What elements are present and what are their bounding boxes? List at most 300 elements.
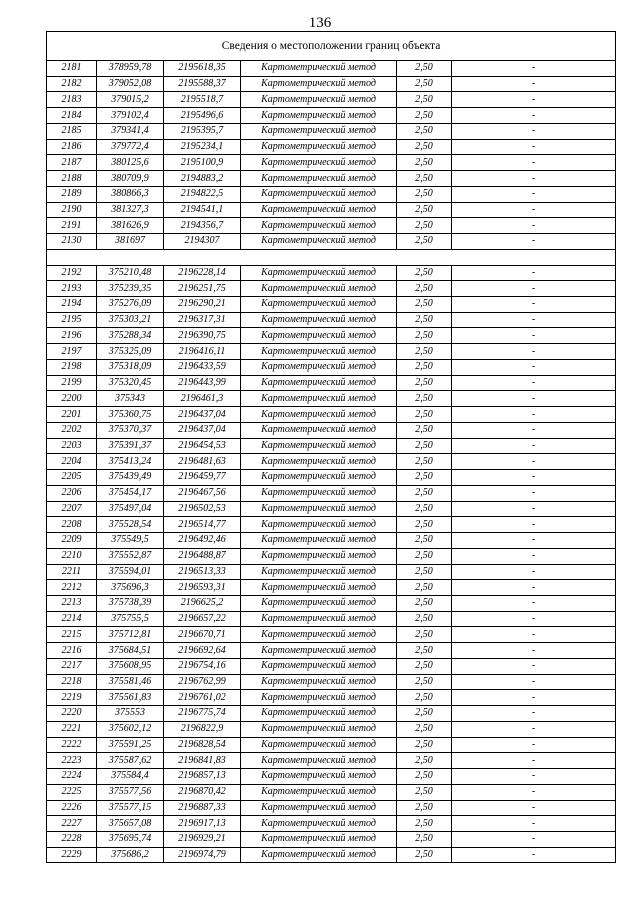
x-coordinate-cell: 380866,3 [97,186,164,202]
y-coordinate-cell: 2196657,22 [164,611,241,627]
y-coordinate-cell: 2196481,63 [164,454,241,470]
accuracy-cell: 2,50 [397,108,452,124]
table-row [47,674,616,690]
x-coordinate-cell: 378959,78 [97,61,164,77]
accuracy-cell: 2,50 [397,690,452,706]
x-coordinate-cell: 375552,87 [97,548,164,564]
method-cell: Картометрический метод [241,186,397,202]
table-row [47,108,616,124]
accuracy-cell: 2,50 [397,470,452,486]
y-coordinate-cell: 2196467,56 [164,485,241,501]
table-row [47,501,616,517]
x-coordinate-cell: 375239,35 [97,281,164,297]
description-cell: - [452,611,616,627]
table-row [47,611,616,627]
point-number-cell: 2188 [47,171,97,187]
x-coordinate-cell: 375695,74 [97,831,164,847]
table-title: Сведения о местоположении границ объекта [47,32,616,61]
description-cell: - [452,281,616,297]
description-cell: - [452,674,616,690]
table-row [47,564,616,580]
table-row [47,61,616,77]
description-cell: - [452,375,616,391]
point-number-cell: 2190 [47,202,97,218]
y-coordinate-cell: 2196593,31 [164,580,241,596]
x-coordinate-cell: 379015,2 [97,92,164,108]
accuracy-cell: 2,50 [397,627,452,643]
description-cell: - [452,643,616,659]
method-cell: Картометрический метод [241,501,397,517]
x-coordinate-cell: 375413,24 [97,454,164,470]
accuracy-cell: 2,50 [397,375,452,391]
y-coordinate-cell: 2196974,79 [164,847,241,863]
y-coordinate-cell: 2196317,31 [164,312,241,328]
point-number-cell: 2208 [47,517,97,533]
method-cell: Картометрический метод [241,847,397,863]
point-number-cell: 2202 [47,422,97,438]
x-coordinate-cell: 375360,75 [97,407,164,423]
description-cell: - [452,769,616,785]
description-cell: - [452,438,616,454]
description-cell: - [452,344,616,360]
x-coordinate-cell: 375584,4 [97,769,164,785]
x-coordinate-cell: 379341,4 [97,123,164,139]
point-number-cell: 2185 [47,123,97,139]
x-coordinate-cell: 380125,6 [97,155,164,171]
page-number: 136 [308,15,332,31]
point-number-cell: 2181 [47,61,97,77]
method-cell: Картометрический метод [241,202,397,218]
method-cell: Картометрический метод [241,737,397,753]
x-coordinate-cell: 375755,5 [97,611,164,627]
y-coordinate-cell: 2196775,74 [164,706,241,722]
point-number-cell: 2209 [47,533,97,549]
y-coordinate-cell: 2196822,9 [164,721,241,737]
method-cell: Картометрический метод [241,76,397,92]
method-cell: Картометрический метод [241,721,397,737]
y-coordinate-cell: 2196513,33 [164,564,241,580]
x-coordinate-cell: 381697 [97,234,164,250]
table-row [47,721,616,737]
accuracy-cell: 2,50 [397,800,452,816]
point-number-cell: 2201 [47,407,97,423]
table-row [47,359,616,375]
accuracy-cell: 2,50 [397,737,452,753]
accuracy-cell: 2,50 [397,548,452,564]
method-cell: Картометрический метод [241,297,397,313]
table-row [47,627,616,643]
x-coordinate-cell: 375343 [97,391,164,407]
point-number-cell: 2130 [47,234,97,250]
table-row [47,312,616,328]
description-cell: - [452,737,616,753]
x-coordinate-cell: 375738,39 [97,595,164,611]
method-cell: Картометрический метод [241,643,397,659]
y-coordinate-cell: 2196228,14 [164,265,241,281]
point-number-cell: 2227 [47,816,97,832]
table-row [47,658,616,674]
description-cell: - [452,595,616,611]
table-row [47,470,616,486]
accuracy-cell: 2,50 [397,816,452,832]
table-row [47,155,616,171]
table-row [47,831,616,847]
point-number-cell: 2183 [47,92,97,108]
accuracy-cell: 2,50 [397,753,452,769]
y-coordinate-cell: 2194541,1 [164,202,241,218]
point-number-cell: 2215 [47,627,97,643]
method-cell: Картометрический метод [241,422,397,438]
accuracy-cell: 2,50 [397,847,452,863]
table-row [47,218,616,234]
y-coordinate-cell: 2196437,04 [164,422,241,438]
table-row [47,171,616,187]
accuracy-cell: 2,50 [397,674,452,690]
point-number-cell: 2210 [47,548,97,564]
description-cell: - [452,627,616,643]
table-row [47,533,616,549]
accuracy-cell: 2,50 [397,422,452,438]
y-coordinate-cell: 2196443,99 [164,375,241,391]
x-coordinate-cell: 375303,21 [97,312,164,328]
description-cell: - [452,171,616,187]
table-row [47,753,616,769]
method-cell: Картометрический метод [241,533,397,549]
table-row [47,344,616,360]
accuracy-cell: 2,50 [397,438,452,454]
method-cell: Картометрический метод [241,674,397,690]
method-cell: Картометрический метод [241,564,397,580]
x-coordinate-cell: 375686,2 [97,847,164,863]
method-cell: Картометрический метод [241,391,397,407]
point-number-cell: 2225 [47,784,97,800]
method-cell: Картометрический метод [241,454,397,470]
accuracy-cell: 2,50 [397,155,452,171]
method-cell: Картометрический метод [241,690,397,706]
accuracy-cell: 2,50 [397,218,452,234]
x-coordinate-cell: 375591,25 [97,737,164,753]
accuracy-cell: 2,50 [397,501,452,517]
description-cell: - [452,753,616,769]
description-cell: - [452,297,616,313]
accuracy-cell: 2,50 [397,312,452,328]
description-cell: - [452,721,616,737]
point-number-cell: 2223 [47,753,97,769]
x-coordinate-cell: 375370,37 [97,422,164,438]
point-number-cell: 2204 [47,454,97,470]
method-cell: Картометрический метод [241,265,397,281]
description-cell: - [452,265,616,281]
y-coordinate-cell: 2194883,2 [164,171,241,187]
description-cell: - [452,76,616,92]
method-cell: Картометрический метод [241,61,397,77]
point-number-cell: 2220 [47,706,97,722]
y-coordinate-cell: 2195100,9 [164,155,241,171]
x-coordinate-cell: 379772,4 [97,139,164,155]
description-cell: - [452,517,616,533]
x-coordinate-cell: 381327,3 [97,202,164,218]
x-coordinate-cell: 375528,54 [97,517,164,533]
y-coordinate-cell: 2195588,37 [164,76,241,92]
accuracy-cell: 2,50 [397,265,452,281]
point-number-cell: 2186 [47,139,97,155]
point-number-cell: 2206 [47,485,97,501]
point-number-cell: 2195 [47,312,97,328]
table-row [47,407,616,423]
accuracy-cell: 2,50 [397,297,452,313]
x-coordinate-cell: 375549,5 [97,533,164,549]
x-coordinate-cell: 375712,81 [97,627,164,643]
description-cell: - [452,108,616,124]
method-cell: Картометрический метод [241,706,397,722]
accuracy-cell: 2,50 [397,611,452,627]
x-coordinate-cell: 375454,17 [97,485,164,501]
accuracy-cell: 2,50 [397,706,452,722]
accuracy-cell: 2,50 [397,595,452,611]
accuracy-cell: 2,50 [397,454,452,470]
method-cell: Картометрический метод [241,470,397,486]
method-cell: Картометрический метод [241,171,397,187]
table-row [47,234,616,250]
method-cell: Картометрический метод [241,234,397,250]
x-coordinate-cell: 379052,08 [97,76,164,92]
method-cell: Картометрический метод [241,627,397,643]
x-coordinate-cell: 375657,08 [97,816,164,832]
y-coordinate-cell: 2196290,21 [164,297,241,313]
table-row [47,454,616,470]
description-cell: - [452,501,616,517]
y-coordinate-cell: 2195234,1 [164,139,241,155]
table-row [47,769,616,785]
accuracy-cell: 2,50 [397,643,452,659]
point-number-cell: 2189 [47,186,97,202]
y-coordinate-cell: 2196841,83 [164,753,241,769]
accuracy-cell: 2,50 [397,831,452,847]
y-coordinate-cell: 2196754,16 [164,658,241,674]
table-row [47,485,616,501]
method-cell: Картометрический метод [241,312,397,328]
method-cell: Картометрический метод [241,359,397,375]
description-cell: - [452,847,616,863]
table-row [47,517,616,533]
point-number-cell: 2216 [47,643,97,659]
accuracy-cell: 2,50 [397,171,452,187]
method-cell: Картометрический метод [241,485,397,501]
accuracy-cell: 2,50 [397,784,452,800]
x-coordinate-cell: 375325,09 [97,344,164,360]
description-cell: - [452,816,616,832]
method-cell: Картометрический метод [241,784,397,800]
accuracy-cell: 2,50 [397,186,452,202]
table-row [47,186,616,202]
method-cell: Картометрический метод [241,580,397,596]
table-row [47,297,616,313]
accuracy-cell: 2,50 [397,234,452,250]
point-number-cell: 2226 [47,800,97,816]
y-coordinate-cell: 2196828,54 [164,737,241,753]
description-cell: - [452,580,616,596]
description-cell: - [452,391,616,407]
point-number-cell: 2217 [47,658,97,674]
accuracy-cell: 2,50 [397,580,452,596]
table-row [47,265,616,281]
table-row [47,328,616,344]
point-number-cell: 2211 [47,564,97,580]
method-cell: Картометрический метод [241,595,397,611]
description-cell: - [452,155,616,171]
accuracy-cell: 2,50 [397,344,452,360]
method-cell: Картометрический метод [241,375,397,391]
accuracy-cell: 2,50 [397,123,452,139]
table-row [47,92,616,108]
group-separator-row [47,249,616,265]
description-cell: - [452,533,616,549]
x-coordinate-cell: 375581,46 [97,674,164,690]
description-cell: - [452,123,616,139]
description-cell: - [452,139,616,155]
x-coordinate-cell: 375288,34 [97,328,164,344]
y-coordinate-cell: 2196514,77 [164,517,241,533]
x-coordinate-cell: 375608,95 [97,658,164,674]
method-cell: Картометрический метод [241,108,397,124]
description-cell: - [452,186,616,202]
y-coordinate-cell: 2195518,7 [164,92,241,108]
x-coordinate-cell: 375210,48 [97,265,164,281]
x-coordinate-cell: 380709,9 [97,171,164,187]
description-cell: - [452,202,616,218]
method-cell: Картометрический метод [241,407,397,423]
accuracy-cell: 2,50 [397,281,452,297]
y-coordinate-cell: 2196670,71 [164,627,241,643]
table-row [47,76,616,92]
point-number-cell: 2182 [47,76,97,92]
table-row [47,643,616,659]
description-cell: - [452,234,616,250]
x-coordinate-cell: 375602,12 [97,721,164,737]
table-row [47,422,616,438]
table-row [47,690,616,706]
accuracy-cell: 2,50 [397,61,452,77]
boundary-table [46,31,616,863]
accuracy-cell: 2,50 [397,485,452,501]
method-cell: Картометрический метод [241,611,397,627]
description-cell: - [452,61,616,77]
point-number-cell: 2203 [47,438,97,454]
table-row [47,139,616,155]
y-coordinate-cell: 2194307 [164,234,241,250]
description-cell: - [452,218,616,234]
description-cell: - [452,312,616,328]
table-row [47,784,616,800]
accuracy-cell: 2,50 [397,391,452,407]
description-cell: - [452,328,616,344]
point-number-cell: 2218 [47,674,97,690]
description-cell: - [452,690,616,706]
y-coordinate-cell: 2196870,42 [164,784,241,800]
accuracy-cell: 2,50 [397,407,452,423]
point-number-cell: 2191 [47,218,97,234]
method-cell: Картометрический метод [241,753,397,769]
separator-cell [47,249,616,265]
accuracy-cell: 2,50 [397,658,452,674]
x-coordinate-cell: 379102,4 [97,108,164,124]
point-number-cell: 2196 [47,328,97,344]
description-cell: - [452,564,616,580]
method-cell: Картометрический метод [241,218,397,234]
point-number-cell: 2221 [47,721,97,737]
y-coordinate-cell: 2196492,46 [164,533,241,549]
point-number-cell: 2213 [47,595,97,611]
table-row [47,281,616,297]
x-coordinate-cell: 375439,49 [97,470,164,486]
accuracy-cell: 2,50 [397,517,452,533]
table-row [47,202,616,218]
y-coordinate-cell: 2195618,35 [164,61,241,77]
y-coordinate-cell: 2196390,75 [164,328,241,344]
point-number-cell: 2212 [47,580,97,596]
method-cell: Картометрический метод [241,155,397,171]
y-coordinate-cell: 2195496,6 [164,108,241,124]
description-cell: - [452,359,616,375]
point-number-cell: 2228 [47,831,97,847]
y-coordinate-cell: 2196692,64 [164,643,241,659]
x-coordinate-cell: 375594,01 [97,564,164,580]
accuracy-cell: 2,50 [397,202,452,218]
method-cell: Картометрический метод [241,658,397,674]
method-cell: Картометрический метод [241,548,397,564]
x-coordinate-cell: 375320,45 [97,375,164,391]
y-coordinate-cell: 2194356,7 [164,218,241,234]
point-number-cell: 2193 [47,281,97,297]
table-title-row [47,32,616,61]
method-cell: Картометрический метод [241,800,397,816]
method-cell: Картометрический метод [241,281,397,297]
description-cell: - [452,784,616,800]
point-number-cell: 2192 [47,265,97,281]
x-coordinate-cell: 375561,83 [97,690,164,706]
table-row [47,438,616,454]
x-coordinate-cell: 375696,3 [97,580,164,596]
point-number-cell: 2219 [47,690,97,706]
description-cell: - [452,548,616,564]
y-coordinate-cell: 2196917,13 [164,816,241,832]
x-coordinate-cell: 375276,09 [97,297,164,313]
x-coordinate-cell: 375577,56 [97,784,164,800]
accuracy-cell: 2,50 [397,92,452,108]
x-coordinate-cell: 375318,09 [97,359,164,375]
table-row [47,391,616,407]
method-cell: Картометрический метод [241,123,397,139]
method-cell: Картометрический метод [241,769,397,785]
point-number-cell: 2207 [47,501,97,517]
accuracy-cell: 2,50 [397,533,452,549]
y-coordinate-cell: 2194822,5 [164,186,241,202]
point-number-cell: 2200 [47,391,97,407]
point-number-cell: 2198 [47,359,97,375]
y-coordinate-cell: 2196416,11 [164,344,241,360]
y-coordinate-cell: 2196454,53 [164,438,241,454]
point-number-cell: 2229 [47,847,97,863]
accuracy-cell: 2,50 [397,328,452,344]
table-row [47,548,616,564]
table-row [47,816,616,832]
method-cell: Картометрический метод [241,328,397,344]
table-row [47,737,616,753]
y-coordinate-cell: 2195395,7 [164,123,241,139]
point-number-cell: 2199 [47,375,97,391]
x-coordinate-cell: 375684,51 [97,643,164,659]
y-coordinate-cell: 2196459,77 [164,470,241,486]
